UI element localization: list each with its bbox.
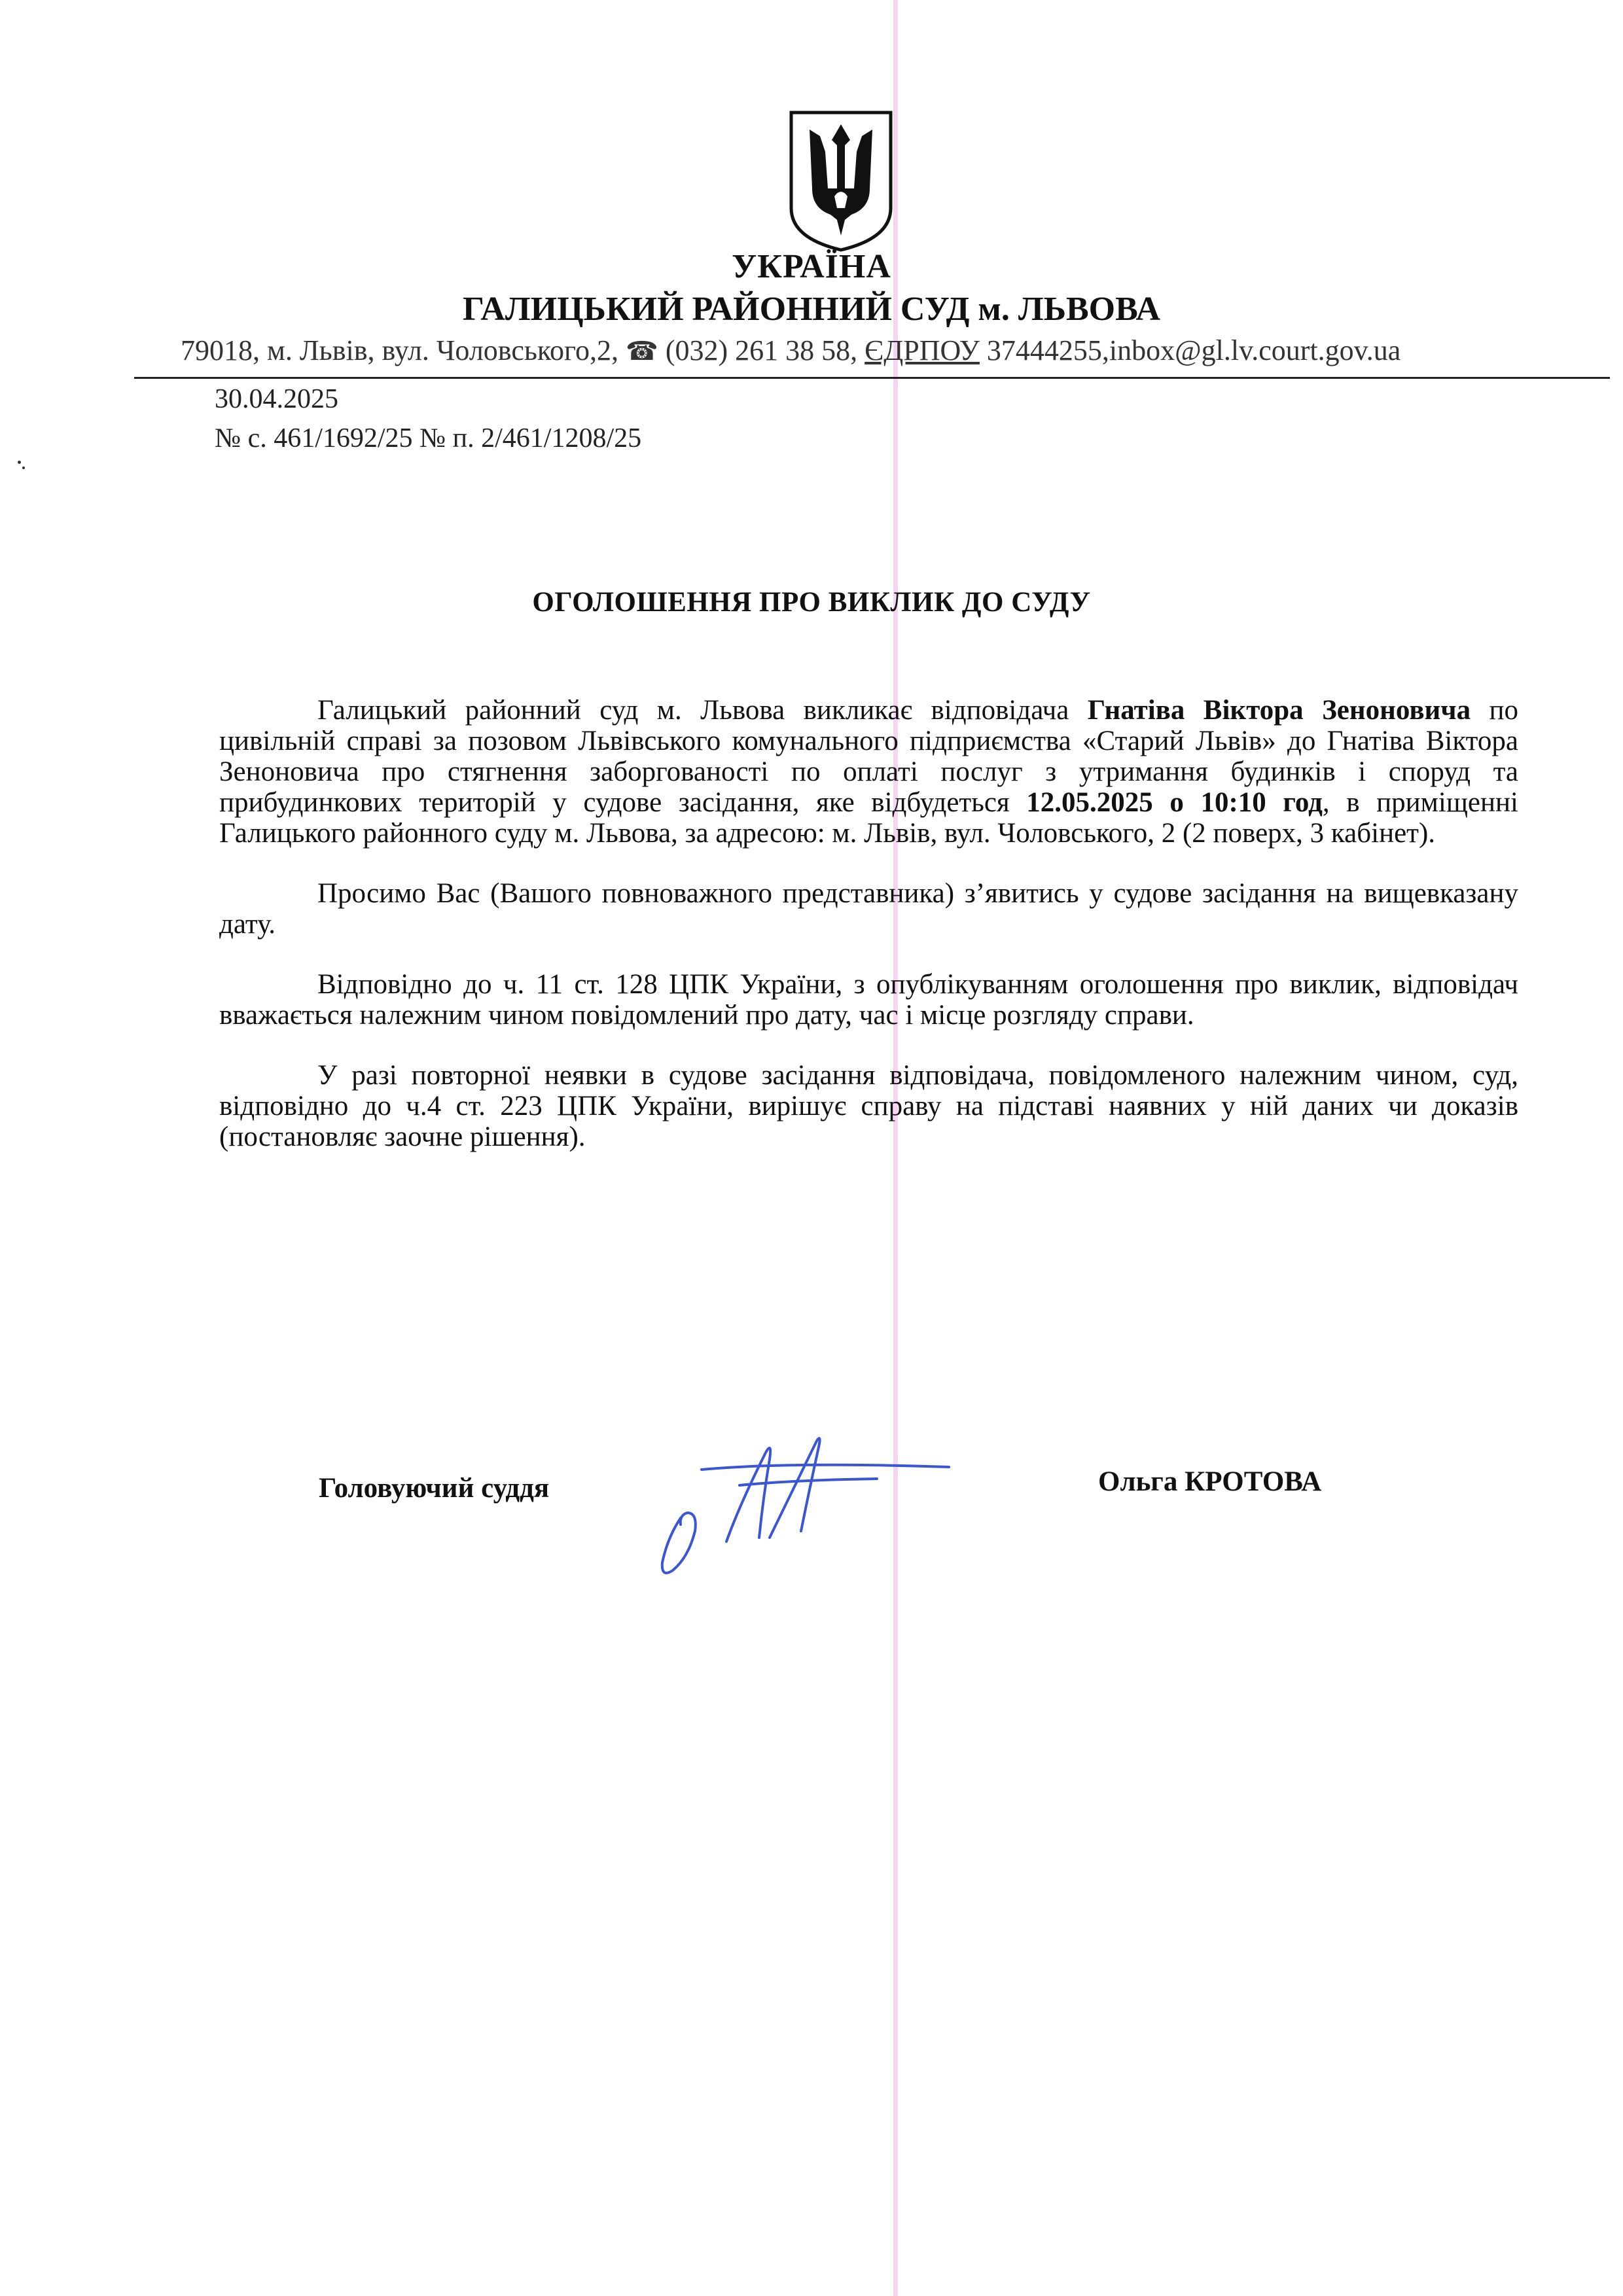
scan-speck xyxy=(18,461,21,464)
trident-icon xyxy=(789,110,893,253)
document-body xyxy=(219,695,1518,1152)
handwritten-signature xyxy=(641,1407,969,1583)
document-title: ОГОЛОШЕННЯ ПРО ВИКЛИК ДО СУДУ xyxy=(532,587,1091,618)
signer-name: Ольга КРОТОВА xyxy=(1098,1466,1322,1497)
edrpou-label: ЄДРПОУ xyxy=(865,334,980,366)
edrpou-and-email: 37444255,inbox@gl.lv.court.gov.ua xyxy=(986,334,1401,366)
court-name-heading: ГАЛИЦЬКИЙ РАЙОННИЙ СУД м. ЛЬВОВА xyxy=(462,291,1161,328)
document-date: 30.04.2025 xyxy=(215,384,338,414)
court-phone: (032) 261 38 58 xyxy=(665,334,851,366)
signer-role: Головуючий суддя xyxy=(319,1473,550,1504)
paragraph-request: Просимо Вас (Вашого повноважного представника) з’явитись у судове засідання на вищевказану дату. xyxy=(219,878,1518,940)
header-divider xyxy=(134,377,1610,379)
hearing-datetime: 12.05.2025 о 10:10 год xyxy=(1026,787,1323,818)
case-numbers: № с. 461/1692/25 № п. 2/461/1208/25 xyxy=(215,423,642,453)
defendant-name: Гнатіва Віктора Зеноновича xyxy=(1087,695,1471,726)
phone-icon: ☎ xyxy=(626,336,658,366)
court-address: 79018, м. Львів, вул. Чоловського,2, xyxy=(181,334,619,366)
country-heading: УКРАЇНА xyxy=(732,248,891,285)
court-contacts: 79018, м. Львів, вул. Чоловського,2, ☎ (032) 261 38 58, ЄДРПОУ 37444255,inbox@gl.lv.court.gov.ua xyxy=(181,334,1401,366)
paragraph-consequence: У разі повторної неявки в судове засідання відповідача, повідомленого належним чином, суд, відповідно до ч.4 ст. 223 ЦПК України, вирішує справу на підставі наявних у ній даних чи доказів (постановляє заочне рішення). xyxy=(219,1060,1518,1152)
scan-speck xyxy=(22,467,25,469)
paragraph-summons: Галицький районний суд м. Львова викликає відповідача Гнатіва Віктора Зеноновича по цивільній справі за позовом Львівського комунального підприємства «Старий Львів» до Гнатіва Віктора Зеноновича про стягнення заборгованості по оплаті послуг з утримання будинків і споруд та прибудинкових територій у судове засідання, яке відбудеться 12.05.2025 о 10:10 год, в приміщенні Галицького районного суду м. Львова, за адресою: м. Львів, вул. Чоловського, 2 (2 поверх, 3 кабінет). xyxy=(219,695,1519,849)
paragraph-notice: Відповідно до ч. 11 ст. 128 ЦПК України, з опублікуванням оголошення про виклик, відповідач вважається належним чином повідомлений про дату, час і місце розгляду справи. xyxy=(219,969,1518,1031)
document-meta xyxy=(215,380,641,458)
